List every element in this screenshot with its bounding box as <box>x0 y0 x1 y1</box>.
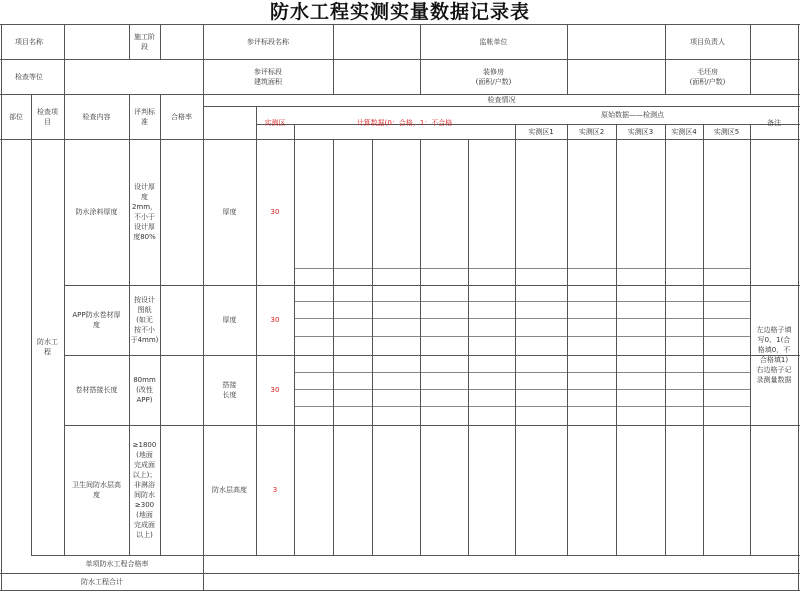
decoration-label: 装修房 (面积/户数) <box>475 67 512 86</box>
col-calc-data: 计算数据(0：合格，1：不合格 <box>356 118 453 127</box>
col-item: 检查项 目 <box>37 107 58 126</box>
col-zone: 实测区3 <box>627 127 654 136</box>
grid-line <box>294 268 750 269</box>
grid-line <box>160 94 161 555</box>
grid-line <box>64 425 800 426</box>
grid-line <box>64 24 65 59</box>
grid-line <box>64 285 800 286</box>
rough-label: 毛坯房 (面积/户数) <box>689 67 726 86</box>
remark-text: 左边格子填 写0、1(合 格填0，不 合格填1) 右边格子记 录测量数据 <box>756 326 792 384</box>
construction-stage-label: 施工阶 段 <box>134 32 155 51</box>
grid-line <box>665 124 666 555</box>
grid-line <box>64 59 65 94</box>
grid-line <box>294 372 750 373</box>
col-measure-area: 实测区 <box>264 118 286 127</box>
row-standard: ≥1800 (地面 完成面 以上)； 非淋浴 间防水 ≥300 (地面 完成面 以上) <box>132 441 157 539</box>
col-pass-rate: 合格率 <box>171 112 192 121</box>
col-standard: 评判标 准 <box>134 107 155 126</box>
row-measure: 搭接 长度 <box>222 381 237 399</box>
grid-line <box>567 24 568 59</box>
col-zone: 实测区4 <box>671 127 697 136</box>
row-content: 防水涂料厚度 <box>75 208 118 216</box>
single-item-pass-rate: 单项防水工程合格率 <box>85 560 149 568</box>
row-content: APP防水卷材厚 度 <box>72 311 121 329</box>
row-measure: 厚度 <box>222 316 237 324</box>
grid-line <box>333 139 334 555</box>
grid-line <box>750 24 751 59</box>
grid-line <box>160 24 161 59</box>
grid-line <box>294 406 750 407</box>
col-zone: 实测区5 <box>713 127 740 136</box>
row-count: 30 <box>270 316 280 324</box>
row-standard: 按设计 图纸 (如无 按不小 于4mm) <box>130 296 159 344</box>
grid-line <box>294 124 295 555</box>
supervision-unit-label: 监帐单位 <box>479 37 508 46</box>
row-standard: 设计厚 度2mm， 不小于 设计厚 度80% <box>131 183 158 241</box>
grid-line <box>515 124 516 555</box>
grid-line <box>420 139 421 555</box>
row-count: 30 <box>270 208 280 216</box>
grid-line <box>798 24 799 590</box>
col-zone: 实测区1 <box>528 127 554 136</box>
grid-line <box>372 139 373 555</box>
row-count: 30 <box>270 386 280 394</box>
col-remarks: 备注 <box>767 118 781 127</box>
grid-line <box>703 124 704 555</box>
grid-line <box>294 336 750 337</box>
col-inspection-status: 检查情况 <box>487 96 516 104</box>
row-measure: 防水层高度 <box>212 486 247 494</box>
grid-line <box>0 590 800 591</box>
row-count: 3 <box>272 486 278 494</box>
col-raw-data: 原始数据——检测点 <box>601 111 664 119</box>
total-label: 防水工程合计 <box>81 577 123 586</box>
row-content: 卷材搭接长度 <box>75 386 118 394</box>
row-standard: 80mm (改性 APP) <box>133 376 156 404</box>
grid-line <box>64 355 800 356</box>
grid-line <box>468 139 469 555</box>
col-zone: 实测区2 <box>578 127 605 136</box>
grid-line <box>294 301 750 302</box>
row-measure: 厚度 <box>222 208 237 216</box>
grid-line <box>294 318 750 319</box>
grid-line <box>333 24 334 59</box>
col-content: 检查内容 <box>82 112 111 121</box>
project-manager-label: 项目负责人 <box>690 37 725 46</box>
grid-line <box>333 59 334 94</box>
evaluated-section-label: 参评标段名称 <box>247 37 289 46</box>
grid-line <box>567 124 568 555</box>
grid-line <box>567 59 568 94</box>
row-content: 卫生间防水层高 度 <box>72 481 121 499</box>
project-name-label: 项目名称 <box>15 37 43 46</box>
building-area-label: 参评标段 建筑面积 <box>254 67 282 86</box>
grid-line <box>750 59 751 94</box>
grid-line <box>616 124 617 555</box>
grid-line <box>294 389 750 390</box>
inspection-grade-label: 检查等位 <box>15 72 43 81</box>
col-part: 部位 <box>9 112 23 121</box>
page-title: 防水工程实测实量数据记录表 <box>269 1 530 23</box>
part-value: 防水工 程 <box>37 338 58 356</box>
